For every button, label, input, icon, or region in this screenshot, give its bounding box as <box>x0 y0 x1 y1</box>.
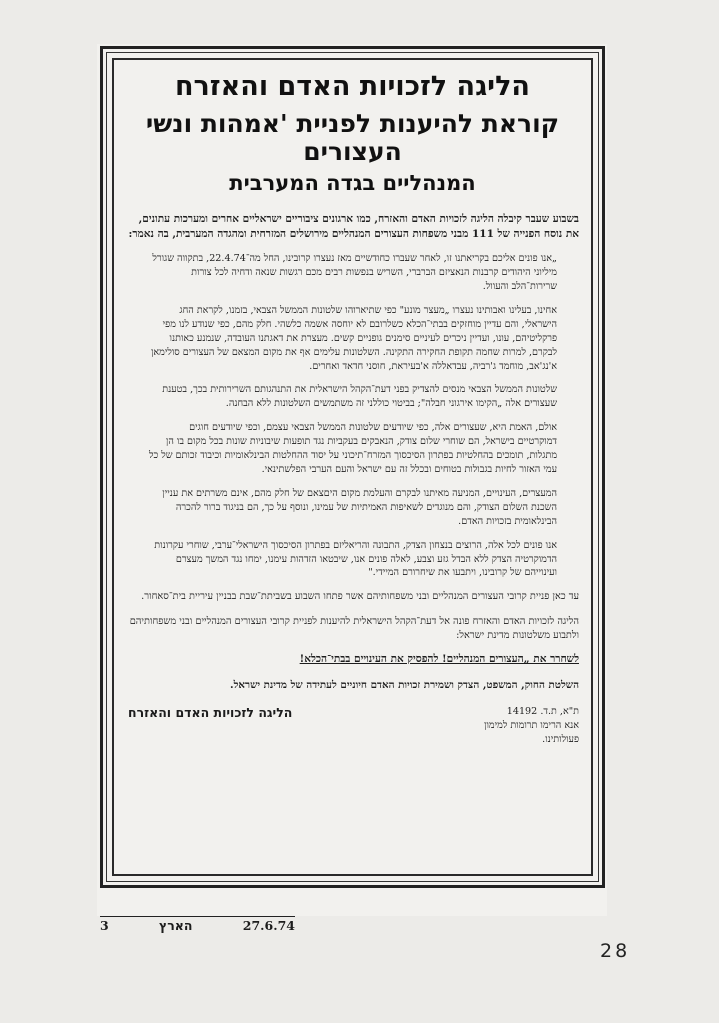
quote-paragraph: אולם, האמת היא, שעצורים אלה, כפי שיודעים שלטונות הממשל הצבאי עצמם, וכפי שיודעים חוגים דמוקרטיים בישראל, הם שוחרי שלום צודק, הנאבקים בעקביות נגד תופעות שיבוניות שונות בכל מקום בו הן מתגלות, תומכים בהחלטיות בפתרון הסיכסוך המזרח־תיכוני על יסוד ההחלטות הבינלאומיות וכיבוד זכותם של כל עמי האזור לחיות בגבולות בטוחים ובכלל זה עם ישראל והעם הערבי הפלשתינאי. <box>148 422 557 475</box>
intro-paragraph: בשבוע שעבר קיבלה הליגה לזכויות האדם והאזרח, כמו ארגונים ציבוריים ישראליים אחרים ומערכות עתונים, את נוסח הפנייה של 111 מבני משפחות העצורים המנהליים מירושלים המזרחית ומהגדה המערבית, בה נאמר: <box>128 212 579 240</box>
quoted-appeal <box>148 252 557 580</box>
headline-line-1: הליגה לזכויות האדם והאזרח <box>175 71 530 102</box>
quote-paragraph: אחינו, בעלינו ואבותינו נעצרו „מעצר מונע" כפי שתיארוהו שלטונות הממשל הצבאי, בזמנו, לקראת החג הישראלי, והם עדיין מוחזקים בבתי־הכלא כשלרובם לא יוחסה אשמה כלשהי. חלק מהם, כפי שנודע לנו מפי פרקליטיהם, עונו, ועדיין ניכרים לעיניים סימנים גופניים קשים. מעצרת את דאגתנו העובדה, שנמנע כאותנו לבקרם, למרות שחמה תקופת החקירה התקינה. השלטונות עלימים אף את מקום המצאם של העצורים סולימאן א'נג'אב, מוחמד ג'רביה, עבדאללה א'בעיראת, חוסני חדאד ואחרים. <box>150 304 557 372</box>
contact-address: ת"א, ת.ד. 14192 <box>506 705 579 717</box>
organization-signature: הליגה לזכויות האדם והאזרח <box>128 704 293 720</box>
contact-donation: אנא הרימו תרומות למימון <box>484 719 579 731</box>
quote-paragraph: אנו פונים לכל אלה, הרוצים בנצחון הצדק, התבונה והריאליזם בפתרון הסיכסוך הישראלי־ערבי, שוחרי עקרונות הדמוקרטיה הצדק ללא הבדל גזע וצבע, לאלה פונים אנו, שיבטאו הזדהות עימנו, ימחו נגד המשך מעצרם ועינוייהם של קרובינו, ויתבעו את שיחרורם המיידי." <box>154 539 557 579</box>
source-divider <box>100 916 295 917</box>
demand-slogan: לשחרר את „העצורים המנהליים! להפסיק את העינויים בבתי־הכלא! <box>299 652 579 665</box>
contact-info <box>484 705 579 747</box>
contact-donation-cont: פעולותינו. <box>542 733 579 745</box>
quote-paragraph: „אנו פונים אליכם בקריאתנו זו, לאחר שעברו כחודשיים מאז נעצרו קרובינו, החל מה־22.4.74, בתקווה שגורל מיליוני היהודים קרבנות הנאציזם הברברי, השריש בנפשות רבים מכם רגשות שנאה ודחיה לכל צורות שרירות־הלב והעוול. <box>152 253 557 292</box>
source-page: 3 <box>100 918 109 933</box>
league-statement <box>122 590 583 643</box>
quote-paragraph: המעצרים, העינויים, המניעה מאיתנו לבקרם והעלמת מקום היםצאם של חלק מהם, אינם משרתים את עניין השכנת השלום הצודק, והם מנוגדים לשאיפות האמיתיות של עמינו, ונוסף על כך, הם בניגוד ברור להכרה הבינלאומית בזכויות האדם. <box>162 487 557 527</box>
headline-line-3: המנהליים בגדה המערבית <box>229 171 476 196</box>
statement-paragraph: עד כאן פניית קרובי העצורים המנהליים ובני משפחותיהם אשר פתחו השבוע בשביתת־שבת בבניין עיריית בית־סאחור. <box>141 591 579 603</box>
signature-block <box>128 705 579 747</box>
statement-paragraph: הליגה לזכויות האדם והאזרח פונה אל דעת־הקהל הישראלית להיענות לפניית קרובי העצורים המנהליים ובני משפחותיהם ולתבוע משלטונות מדינת ישראל: <box>129 615 579 641</box>
page-number: 28 <box>600 940 631 962</box>
quote-paragraph: שלטונות הממשל הצבאי מנסים להצדיק בפני דעת־הקהל הישראלית את התנהגותם השרירותית בכך, בטענת שעצורים אלה „הקימו אירגוני חבלה"; בביטוי כוללני זה משתמשים השלטונות ללא הבחנה. <box>162 384 557 410</box>
source-date: 27.6.74 <box>242 918 295 933</box>
ad-content <box>122 66 583 868</box>
source-citation <box>100 918 295 933</box>
closing-statement: השלטת החוק, המשפט, הצדק ושמירת זכויות האדם חיוניים לעתידה של מדינת ישראל. <box>230 678 579 691</box>
headline-line-2: קוראת להיענות לפניית 'אמהות ונשי העצורים <box>145 109 560 167</box>
source-newspaper: הארץ <box>159 918 193 933</box>
